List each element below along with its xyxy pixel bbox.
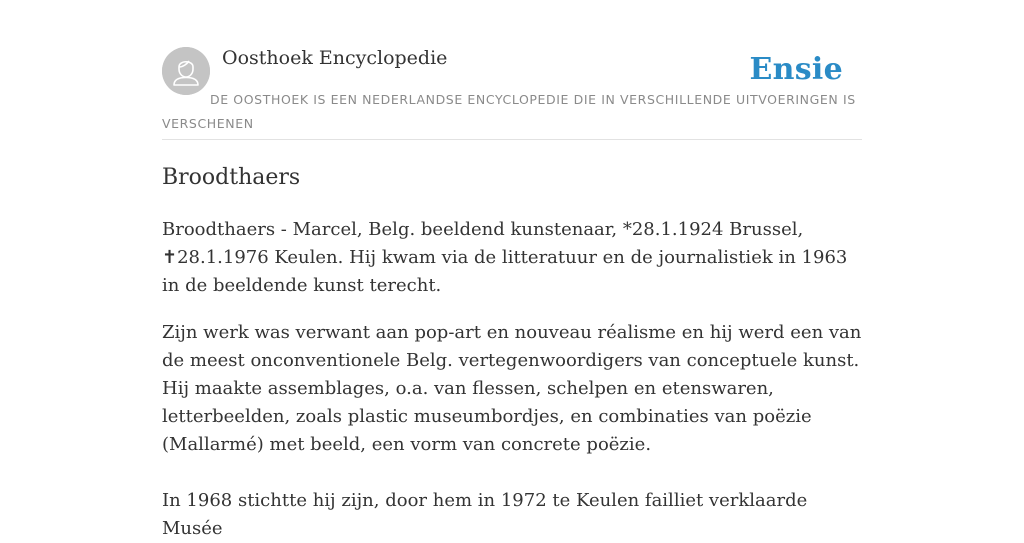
brand-logo[interactable]: Ensie: [749, 52, 843, 87]
article-paragraph: Broodthaers - Marcel, Belg. beeldend kunstenaar, *28.1.1924 Brussel, ✝28.1.1976 Keulen. Hij kwam via de litteratuur en de journalistiek in 1963 in de beeldende kunst terecht.: [162, 219, 848, 296]
article-paragraph: Zijn werk was verwant aan pop-art en nouveau réalisme en hij werd een van de meest onconventionele Belg. vertegenwoordigers van conceptuele kunst. Hij maakte assemblages, o.a. van flessen, schelpen en etenswaren, letterbeelden, zoals plastic museumbordjes, en combinaties van poëzie (Mallarmé) met beeld, een vorm van concrete poëzie.: [162, 322, 862, 455]
site-tagline: DE OOSTHOEK IS EEN NEDERLANDSE ENCYCLOPEDIE DIE IN VERSCHILLENDE UITVOERINGEN IS VERSCHENEN: [162, 92, 856, 131]
page-container: [162, 0, 862, 539]
site-header: [162, 0, 862, 140]
article-title: Broodthaers: [162, 165, 301, 190]
site-title[interactable]: Oosthoek Encyclopedie: [222, 47, 448, 69]
article-paragraph: In 1968 stichtte hij zijn, door hem in 1972 te Keulen failliet verklaarde Musée: [162, 490, 808, 539]
